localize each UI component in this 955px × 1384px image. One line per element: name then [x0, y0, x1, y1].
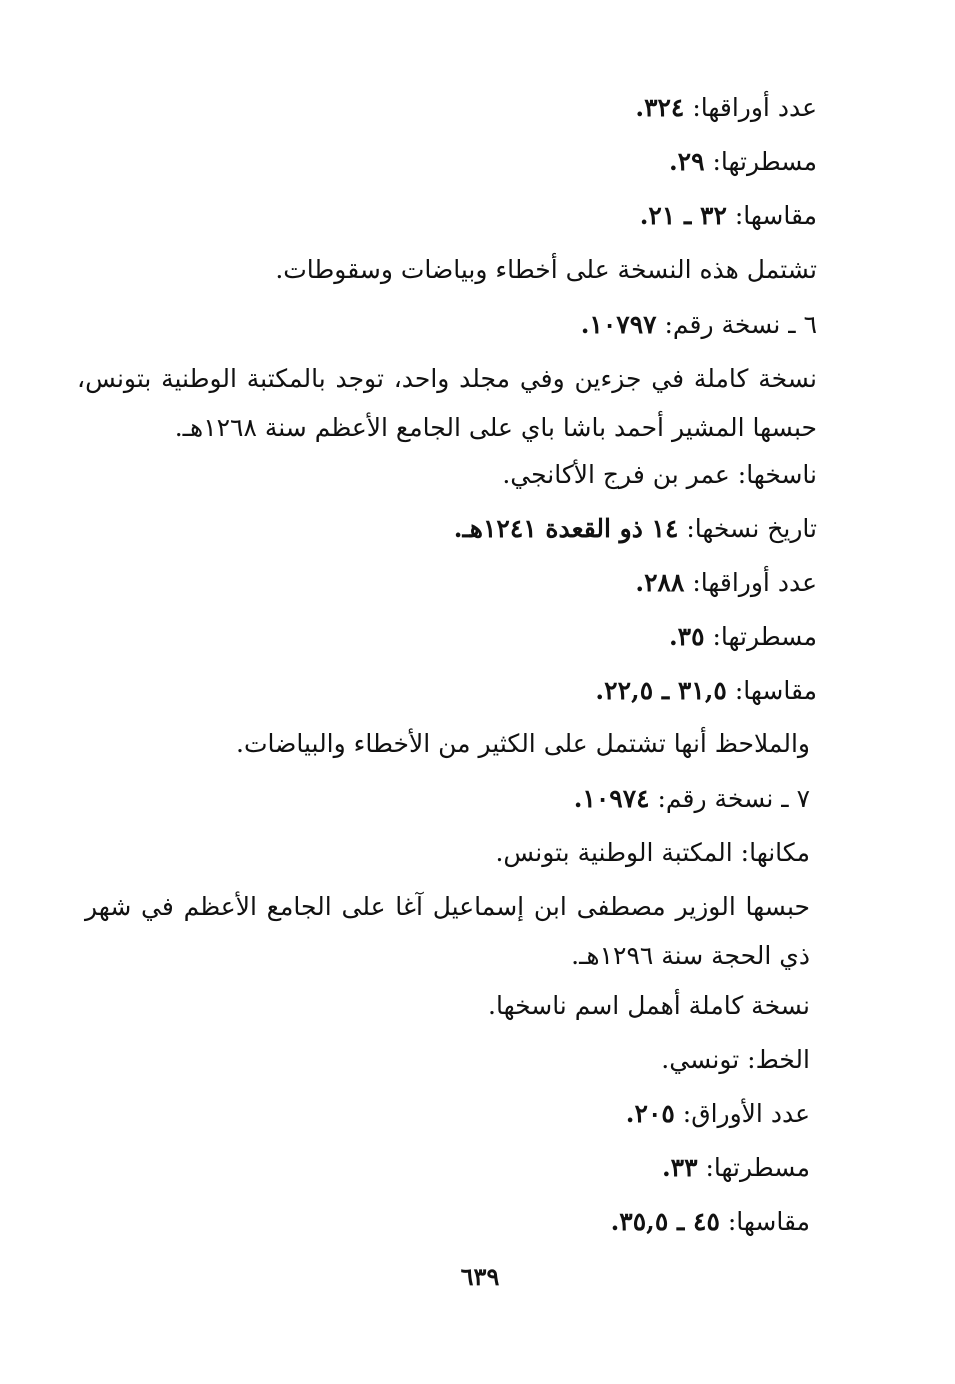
line-script-7: الخط: تونسي.	[661, 1045, 810, 1074]
label: عدد الأوراق:	[682, 1099, 810, 1128]
line-folios-count-1	[635, 91, 817, 125]
line-copy-7-heading	[574, 782, 810, 816]
line-dimensions-3	[611, 1205, 810, 1239]
line-copyist-6: ناسخها: عمر بن فرج الأكانجي.	[502, 460, 817, 489]
label: ٦ ـ نسخة رقم:	[664, 310, 817, 339]
line-ruling-1	[669, 145, 817, 179]
label: مقاسها:	[727, 1207, 810, 1236]
label: مقاسها:	[734, 676, 817, 705]
paragraph-copy-6-description: نسخة كاملة في جزءين وفي مجلد واحد، توجد بالمكتبة الوطنية بتونس، حبسها المشير أحمد باشا باي على الجامع الأعظم سنة ١٢٦٨هـ.	[77, 364, 817, 442]
label: تاريخ نسخها:	[686, 514, 817, 543]
label: مسطرتها:	[712, 622, 817, 651]
paragraph-copy-7-endowment: حبسها الوزير مصطفى ابن إسماعيل آغا على الجامع الأعظم في شهر ذي الحجة سنة ١٢٩٦هـ.	[85, 892, 810, 970]
value: ٣٢ ـ ٢١.	[639, 201, 727, 230]
line-errors-note-2: والملاحظ أنها تشتمل على الكثير من الأخطاء والبياضات.	[236, 729, 810, 758]
value: ٤٥ ـ ٣٥,٥.	[610, 1207, 720, 1236]
line-location-7: مكانها: المكتبة الوطنية بتونس.	[495, 838, 810, 867]
label: مقاسها:	[734, 201, 817, 230]
line-errors-note: تشتمل هذه النسخة على أخطاء وبياضات وسقوطات.	[275, 255, 817, 284]
line-complete-copy-7: نسخة كاملة أهمل اسم ناسخها.	[488, 991, 810, 1020]
line-copy-6-heading	[581, 308, 817, 342]
label: مسطرتها:	[705, 1153, 810, 1182]
value: ٢٠٥.	[625, 1099, 675, 1128]
value: ١٤ ذو القعدة ١٢٤١هـ.	[453, 514, 679, 543]
page-number: ٦٣٩	[460, 1262, 500, 1291]
label: ٧ ـ نسخة رقم:	[657, 784, 810, 813]
value: ٢٨٨.	[635, 568, 685, 597]
value: ٣١,٥ ـ ٢٢,٥.	[595, 676, 727, 705]
label: عدد أوراقها:	[692, 568, 817, 597]
value: ١٠٧٩٧.	[580, 310, 657, 339]
value: ٢٩.	[668, 147, 705, 176]
value: ١٠٩٧٤.	[573, 784, 650, 813]
value: ٣٢٤.	[635, 93, 685, 122]
label: عدد أوراقها:	[692, 93, 817, 122]
line-dimensions-1	[640, 199, 817, 233]
line-copy-date-6	[454, 512, 817, 546]
line-dimensions-2	[595, 674, 817, 708]
line-folios-count-2	[635, 566, 817, 600]
line-folios-count-3	[626, 1097, 810, 1131]
value: ٣٥.	[668, 622, 705, 651]
line-ruling-3	[662, 1151, 810, 1185]
line-ruling-2	[669, 620, 817, 654]
label: مسطرتها:	[712, 147, 817, 176]
value: ٣٣.	[661, 1153, 698, 1182]
